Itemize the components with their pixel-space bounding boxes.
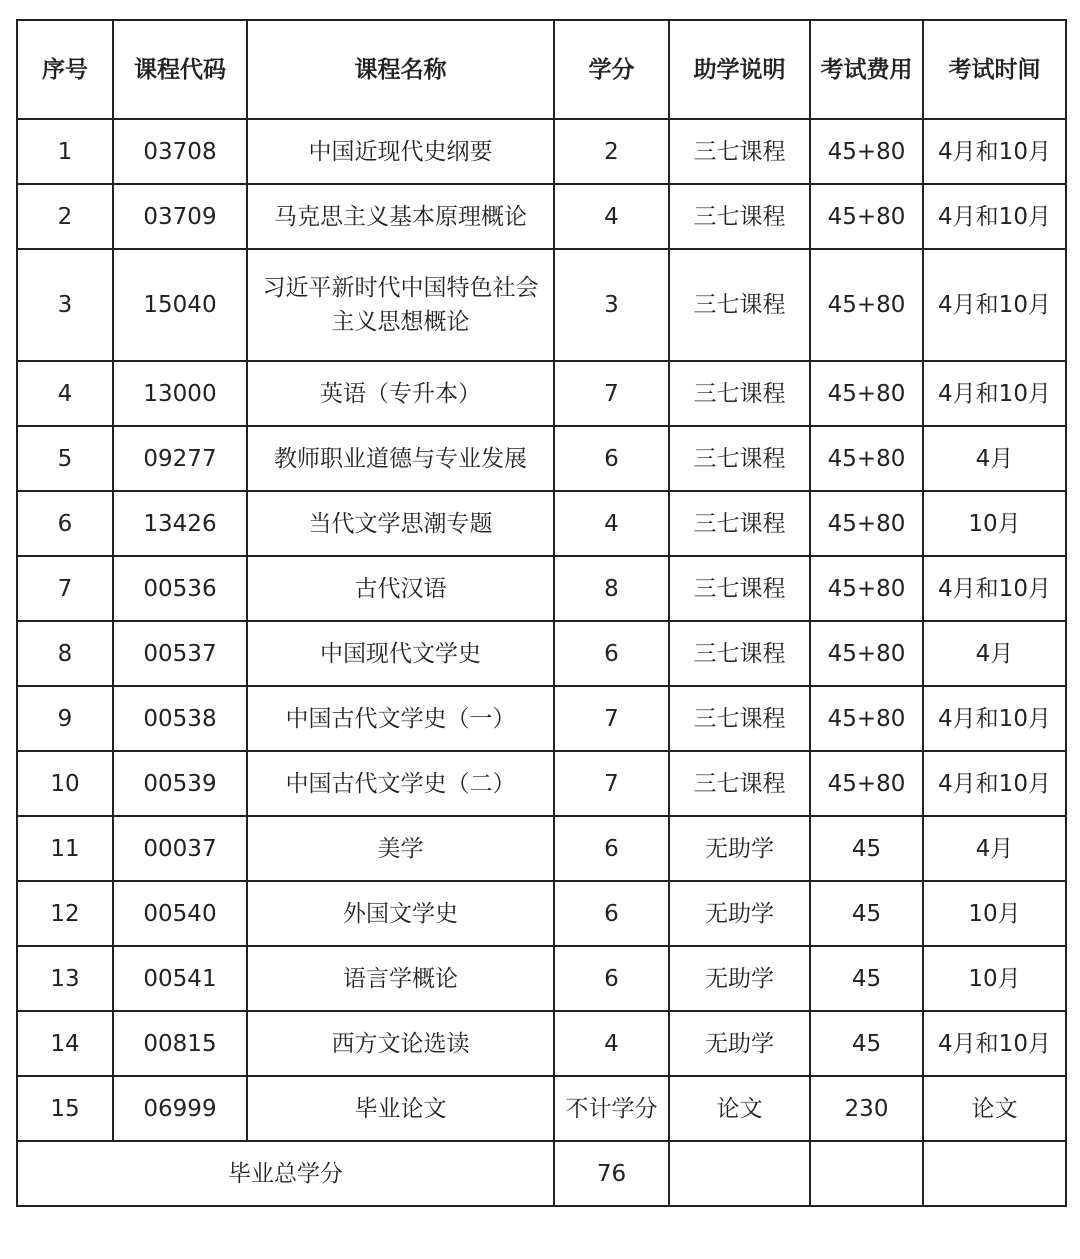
cell-name: 英语（专升本） <box>247 361 554 426</box>
cell-no: 9 <box>17 686 113 751</box>
cell-note: 三七课程 <box>669 751 810 816</box>
table-row <box>17 119 1066 184</box>
total-row <box>17 1141 1066 1206</box>
cell-note: 三七课程 <box>669 426 810 491</box>
table-row <box>17 686 1066 751</box>
total-empty-time <box>923 1141 1066 1206</box>
cell-note: 三七课程 <box>669 686 810 751</box>
table-row <box>17 946 1066 1011</box>
cell-credit: 不计学分 <box>554 1076 669 1141</box>
header-time: 考试时间 <box>923 20 1066 119</box>
cell-code: 00537 <box>113 621 247 686</box>
table-row <box>17 816 1066 881</box>
cell-time: 4月和10月 <box>923 249 1066 361</box>
cell-note: 无助学 <box>669 1011 810 1076</box>
total-label: 毕业总学分 <box>17 1141 554 1206</box>
cell-credit: 4 <box>554 184 669 249</box>
cell-credit: 4 <box>554 491 669 556</box>
cell-name: 中国现代文学史 <box>247 621 554 686</box>
cell-note: 三七课程 <box>669 249 810 361</box>
cell-fee: 45+80 <box>810 556 923 621</box>
cell-note: 三七课程 <box>669 556 810 621</box>
cell-note: 三七课程 <box>669 119 810 184</box>
header-code: 课程代码 <box>113 20 247 119</box>
header-name: 课程名称 <box>247 20 554 119</box>
total-empty-fee <box>810 1141 923 1206</box>
cell-no: 6 <box>17 491 113 556</box>
cell-credit: 6 <box>554 881 669 946</box>
cell-fee: 45+80 <box>810 491 923 556</box>
cell-fee: 45+80 <box>810 184 923 249</box>
cell-credit: 2 <box>554 119 669 184</box>
cell-code: 03709 <box>113 184 247 249</box>
cell-note: 无助学 <box>669 946 810 1011</box>
cell-no: 7 <box>17 556 113 621</box>
cell-no: 11 <box>17 816 113 881</box>
cell-note: 三七课程 <box>669 491 810 556</box>
cell-name: 中国古代文学史（一） <box>247 686 554 751</box>
cell-no: 13 <box>17 946 113 1011</box>
cell-time: 10月 <box>923 946 1066 1011</box>
cell-name: 教师职业道德与专业发展 <box>247 426 554 491</box>
cell-fee: 45 <box>810 816 923 881</box>
cell-note: 三七课程 <box>669 184 810 249</box>
table-row <box>17 491 1066 556</box>
cell-time: 论文 <box>923 1076 1066 1141</box>
cell-time: 4月和10月 <box>923 119 1066 184</box>
cell-credit: 7 <box>554 686 669 751</box>
cell-code: 06999 <box>113 1076 247 1141</box>
cell-code: 09277 <box>113 426 247 491</box>
table-row <box>17 556 1066 621</box>
cell-time: 4月和10月 <box>923 686 1066 751</box>
header-row <box>17 20 1066 119</box>
table-row <box>17 1076 1066 1141</box>
cell-note: 无助学 <box>669 816 810 881</box>
course-table <box>16 19 1067 1207</box>
table-row <box>17 184 1066 249</box>
cell-name: 古代汉语 <box>247 556 554 621</box>
header-note: 助学说明 <box>669 20 810 119</box>
cell-time: 4月和10月 <box>923 184 1066 249</box>
cell-no: 4 <box>17 361 113 426</box>
cell-fee: 230 <box>810 1076 923 1141</box>
cell-credit: 7 <box>554 751 669 816</box>
cell-no: 3 <box>17 249 113 361</box>
table-row <box>17 751 1066 816</box>
cell-time: 4月和10月 <box>923 751 1066 816</box>
cell-credit: 3 <box>554 249 669 361</box>
cell-credit: 8 <box>554 556 669 621</box>
cell-no: 2 <box>17 184 113 249</box>
cell-time: 4月 <box>923 621 1066 686</box>
cell-code: 00037 <box>113 816 247 881</box>
cell-credit: 7 <box>554 361 669 426</box>
table-row <box>17 426 1066 491</box>
cell-name: 美学 <box>247 816 554 881</box>
table-row <box>17 361 1066 426</box>
cell-no: 15 <box>17 1076 113 1141</box>
cell-credit: 6 <box>554 621 669 686</box>
cell-note: 论文 <box>669 1076 810 1141</box>
cell-fee: 45+80 <box>810 249 923 361</box>
cell-code: 00540 <box>113 881 247 946</box>
cell-code: 00538 <box>113 686 247 751</box>
table-row <box>17 249 1066 361</box>
cell-no: 8 <box>17 621 113 686</box>
cell-no: 12 <box>17 881 113 946</box>
cell-note: 三七课程 <box>669 621 810 686</box>
cell-time: 4月和10月 <box>923 361 1066 426</box>
cell-fee: 45+80 <box>810 361 923 426</box>
cell-code: 00539 <box>113 751 247 816</box>
cell-no: 10 <box>17 751 113 816</box>
cell-name: 中国近现代史纲要 <box>247 119 554 184</box>
cell-credit: 6 <box>554 946 669 1011</box>
cell-name: 中国古代文学史（二） <box>247 751 554 816</box>
cell-fee: 45+80 <box>810 751 923 816</box>
cell-name: 当代文学思潮专题 <box>247 491 554 556</box>
cell-note: 无助学 <box>669 881 810 946</box>
cell-code: 13426 <box>113 491 247 556</box>
cell-credit: 6 <box>554 426 669 491</box>
cell-no: 14 <box>17 1011 113 1076</box>
cell-code: 00536 <box>113 556 247 621</box>
cell-code: 00541 <box>113 946 247 1011</box>
cell-time: 4月 <box>923 816 1066 881</box>
cell-name: 毕业论文 <box>247 1076 554 1141</box>
cell-credit: 4 <box>554 1011 669 1076</box>
cell-time: 4月 <box>923 426 1066 491</box>
header-credit: 学分 <box>554 20 669 119</box>
cell-fee: 45+80 <box>810 686 923 751</box>
cell-fee: 45 <box>810 1011 923 1076</box>
cell-fee: 45 <box>810 881 923 946</box>
cell-time: 10月 <box>923 491 1066 556</box>
cell-code: 13000 <box>113 361 247 426</box>
cell-code: 00815 <box>113 1011 247 1076</box>
cell-fee: 45 <box>810 946 923 1011</box>
total-empty-note <box>669 1141 810 1206</box>
cell-name: 马克思主义基本原理概论 <box>247 184 554 249</box>
cell-no: 5 <box>17 426 113 491</box>
cell-fee: 45+80 <box>810 426 923 491</box>
cell-code: 15040 <box>113 249 247 361</box>
cell-no: 1 <box>17 119 113 184</box>
cell-credit: 6 <box>554 816 669 881</box>
table-row <box>17 1011 1066 1076</box>
cell-name: 西方文论选读 <box>247 1011 554 1076</box>
table-row <box>17 621 1066 686</box>
total-credit: 76 <box>554 1141 669 1206</box>
cell-name: 外国文学史 <box>247 881 554 946</box>
cell-note: 三七课程 <box>669 361 810 426</box>
header-fee: 考试费用 <box>810 20 923 119</box>
cell-time: 4月和10月 <box>923 1011 1066 1076</box>
cell-fee: 45+80 <box>810 621 923 686</box>
cell-time: 4月和10月 <box>923 556 1066 621</box>
cell-code: 03708 <box>113 119 247 184</box>
header-no: 序号 <box>17 20 113 119</box>
table-row <box>17 881 1066 946</box>
cell-fee: 45+80 <box>810 119 923 184</box>
cell-time: 10月 <box>923 881 1066 946</box>
cell-name: 习近平新时代中国特色社会主义思想概论 <box>247 249 554 361</box>
cell-name: 语言学概论 <box>247 946 554 1011</box>
